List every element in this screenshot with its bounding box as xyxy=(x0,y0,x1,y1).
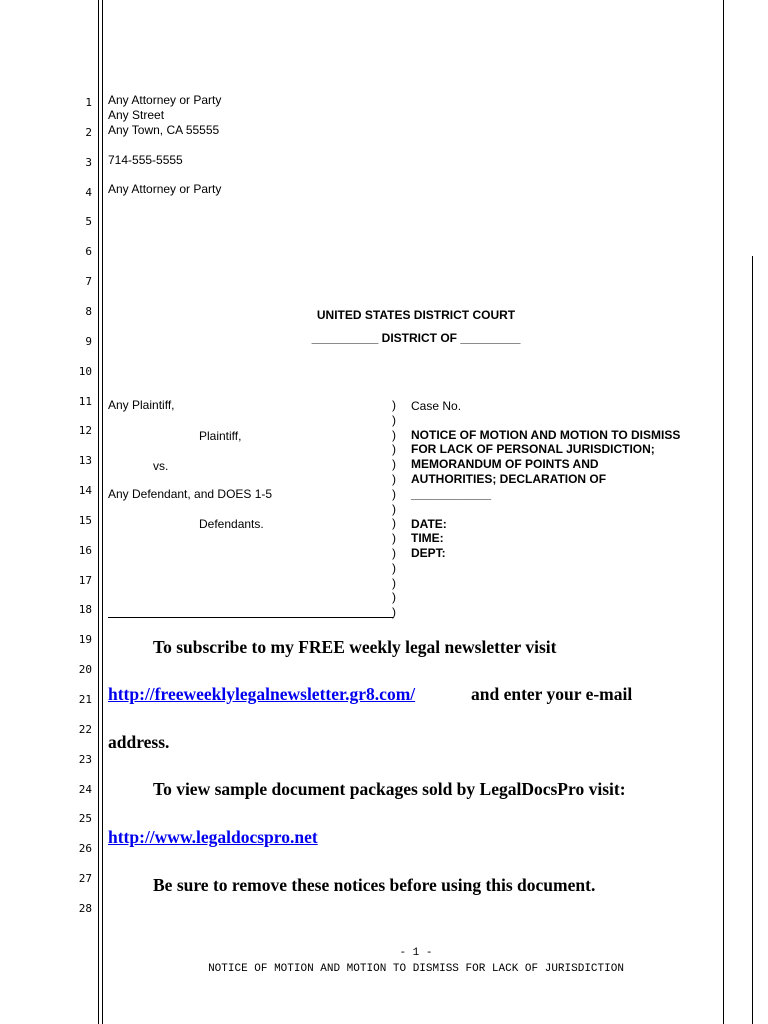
line-number: 17 xyxy=(78,573,92,587)
left-margin-rule-inner xyxy=(102,0,103,1024)
address-text: address. xyxy=(108,732,170,752)
court-district: __________ DISTRICT OF _________ xyxy=(311,331,521,345)
caption-bottom-rule xyxy=(108,617,393,618)
newsletter-link[interactable]: http://freeweeklylegalnewsletter.gr8.com/ xyxy=(108,684,416,704)
caption-parenthesis: ) xyxy=(392,501,396,516)
line-number: 13 xyxy=(78,454,92,468)
attorney-for: Any Attorney or Party xyxy=(108,182,222,196)
caption-parenthesis: ) xyxy=(392,398,396,412)
left-margin-rule-outer xyxy=(98,0,99,1024)
plaintiff-name: Any Plaintiff, xyxy=(108,398,175,412)
line-number: 21 xyxy=(78,693,92,706)
remove-notices-text: Be sure to remove these notices before using this document. xyxy=(153,875,596,895)
versus: vs. xyxy=(153,459,169,473)
line-number: 23 xyxy=(78,752,92,766)
caption-parenthesis: ) xyxy=(392,531,396,546)
line-number: 28 xyxy=(78,901,92,915)
document-title-line-2: FOR LACK OF PERSONAL JURISDICTION; xyxy=(411,442,655,456)
document-title-line-3: MEMORANDUM OF POINTS AND xyxy=(411,457,599,471)
hearing-date-label: DATE: xyxy=(411,517,447,531)
line-number: 4 xyxy=(85,185,92,199)
caption-parenthesis: ) xyxy=(392,486,396,501)
attorney-phone: 714-555-5555 xyxy=(108,153,183,167)
line-number: 8 xyxy=(85,304,92,318)
enter-email-text: and enter your e-mail xyxy=(471,684,633,704)
line-number: 11 xyxy=(78,394,92,408)
view-samples-text: To view sample document packages sold by LegalDocsPro visit: xyxy=(153,779,626,799)
line-number: 1 xyxy=(85,96,92,109)
document-title-line-5: ____________ xyxy=(411,487,492,501)
line-number: 5 xyxy=(85,215,92,229)
caption-parenthesis: ) xyxy=(392,442,396,457)
caption-parenthesis: ) xyxy=(392,546,396,560)
line-number: 18 xyxy=(78,603,92,617)
court-name: UNITED STATES DISTRICT COURT xyxy=(316,308,516,322)
right-margin-rule-lower xyxy=(752,256,753,1024)
line-number: 22 xyxy=(78,722,92,736)
caption-parenthesis: ) xyxy=(392,560,396,575)
line-number: 3 xyxy=(85,155,92,169)
line-number: 12 xyxy=(78,424,92,438)
line-number: 27 xyxy=(78,872,92,886)
caption-parenthesis: ) xyxy=(392,605,396,620)
line-number: 16 xyxy=(78,543,92,557)
line-number: 26 xyxy=(78,842,92,856)
caption-parenthesis: ) xyxy=(392,457,396,472)
case-number-label: Case No. xyxy=(411,399,462,413)
hearing-time-label: TIME: xyxy=(411,531,444,545)
line-number: 10 xyxy=(78,364,92,378)
line-number: 14 xyxy=(78,484,92,498)
attorney-street: Any Street xyxy=(108,108,165,122)
caption-parenthesis: ) xyxy=(392,516,396,531)
hearing-dept-label: DEPT: xyxy=(411,546,446,560)
line-number: 2 xyxy=(85,125,92,139)
defendant-name: Any Defendant, and DOES 1-5 xyxy=(108,487,273,501)
caption-parenthesis: ) xyxy=(392,412,396,427)
line-number: 15 xyxy=(78,513,92,527)
line-number: 6 xyxy=(85,245,92,259)
attorney-city: Any Town, CA 55555 xyxy=(108,123,220,137)
line-number: 7 xyxy=(85,275,92,289)
document-title-line-1: NOTICE OF MOTION AND MOTION TO DISMISS xyxy=(411,428,681,442)
caption-parenthesis: ) xyxy=(392,472,396,486)
line-number: 9 xyxy=(85,334,92,348)
line-number: 24 xyxy=(78,782,92,796)
plaintiff-role: Plaintiff, xyxy=(199,429,242,443)
line-number: 20 xyxy=(78,663,92,677)
caption-parenthesis: ) xyxy=(392,427,396,442)
newsletter-subscribe-text: To subscribe to my FREE weekly legal newsletter visit xyxy=(153,637,557,657)
footer-title: NOTICE OF MOTION AND MOTION TO DISMISS FOR LACK OF JURISDICTION xyxy=(208,963,624,975)
line-number: 25 xyxy=(78,812,92,826)
caption-parenthesis: ) xyxy=(392,575,396,590)
page-number: - 1 - xyxy=(399,947,433,959)
document-title-line-4: AUTHORITIES; DECLARATION OF xyxy=(411,472,607,486)
line-number: 19 xyxy=(78,633,92,647)
defendant-role: Defendants. xyxy=(199,517,264,531)
right-margin-rule xyxy=(723,0,724,1024)
legaldocspro-link[interactable]: http://www.legaldocspro.net xyxy=(108,827,318,847)
attorney-name: Any Attorney or Party xyxy=(108,93,222,107)
caption-parenthesis: ) xyxy=(392,590,396,605)
